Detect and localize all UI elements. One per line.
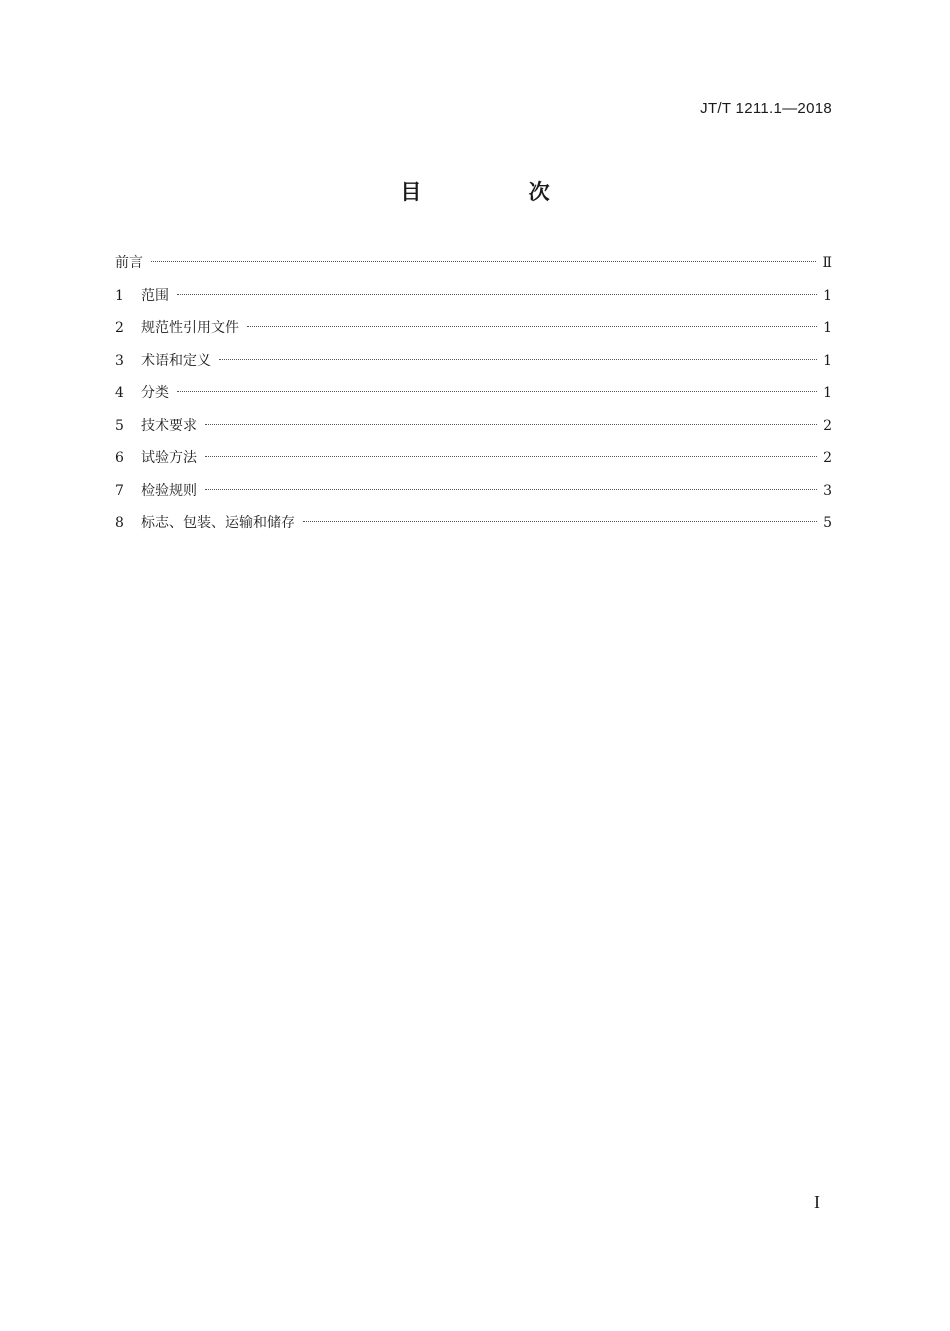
toc-entry-label: 术语和定义 xyxy=(141,352,211,369)
document-code: JT/T 1211.1—2018 xyxy=(700,100,832,117)
toc-title: 目 次 xyxy=(400,180,600,204)
toc-entry-label: 试验方法 xyxy=(141,450,197,466)
toc-leader-dots xyxy=(205,424,817,425)
toc-entry-number: 8 xyxy=(115,515,124,531)
toc-entry-inspection-rules[interactable] xyxy=(115,479,832,512)
toc-entry-page: 1 xyxy=(823,385,832,401)
toc-entry-number: 7 xyxy=(115,482,124,499)
toc-entry-page: 1 xyxy=(823,287,832,304)
toc-entry-marking-packaging[interactable] xyxy=(115,511,832,544)
toc-entry-foreword[interactable] xyxy=(115,251,832,284)
toc-entry-number: 4 xyxy=(115,385,124,401)
toc-entry-label: 前言 xyxy=(115,255,143,271)
toc-entry-label: 技术要求 xyxy=(141,417,197,434)
toc-leader-dots xyxy=(177,294,817,295)
toc-entry-normative-references[interactable] xyxy=(115,316,832,349)
toc-entry-page: 2 xyxy=(823,417,832,434)
toc-entry-classification[interactable] xyxy=(115,381,832,414)
toc-entry-label: 标志、包装、运输和储存 xyxy=(141,515,295,531)
toc-leader-dots xyxy=(219,359,817,360)
toc-entry-page: 5 xyxy=(823,515,832,531)
toc-entry-test-methods[interactable] xyxy=(115,446,832,479)
toc-entry-label: 范围 xyxy=(141,287,169,304)
toc-entry-label: 规范性引用文件 xyxy=(141,320,239,336)
toc-leader-dots xyxy=(205,456,817,457)
toc-leader-dots xyxy=(247,326,817,327)
toc-entry-page: 2 xyxy=(823,450,832,466)
toc-entry-page: 1 xyxy=(823,352,832,369)
toc-entry-page: Ⅱ xyxy=(822,255,832,271)
toc-entry-page: 1 xyxy=(823,320,832,336)
toc-leader-dots xyxy=(177,391,817,392)
toc-leader-dots xyxy=(151,261,816,262)
toc-entry-number: 3 xyxy=(115,352,124,369)
page-number: I xyxy=(814,1192,820,1212)
toc-entry-number: 2 xyxy=(115,320,124,336)
toc-entry-number: 6 xyxy=(115,450,124,466)
toc-leader-dots xyxy=(303,521,817,522)
toc-entry-label: 检验规则 xyxy=(141,482,197,499)
toc-entry-label: 分类 xyxy=(141,385,169,401)
toc-entry-number: 1 xyxy=(115,287,124,304)
toc-entry-technical-requirements[interactable] xyxy=(115,414,832,447)
toc-entry-page: 3 xyxy=(823,482,832,499)
table-of-contents xyxy=(115,251,832,544)
toc-entry-terms-definitions[interactable] xyxy=(115,349,832,382)
toc-entry-number: 5 xyxy=(115,417,124,434)
toc-entry-scope[interactable] xyxy=(115,284,832,317)
toc-leader-dots xyxy=(205,489,817,490)
